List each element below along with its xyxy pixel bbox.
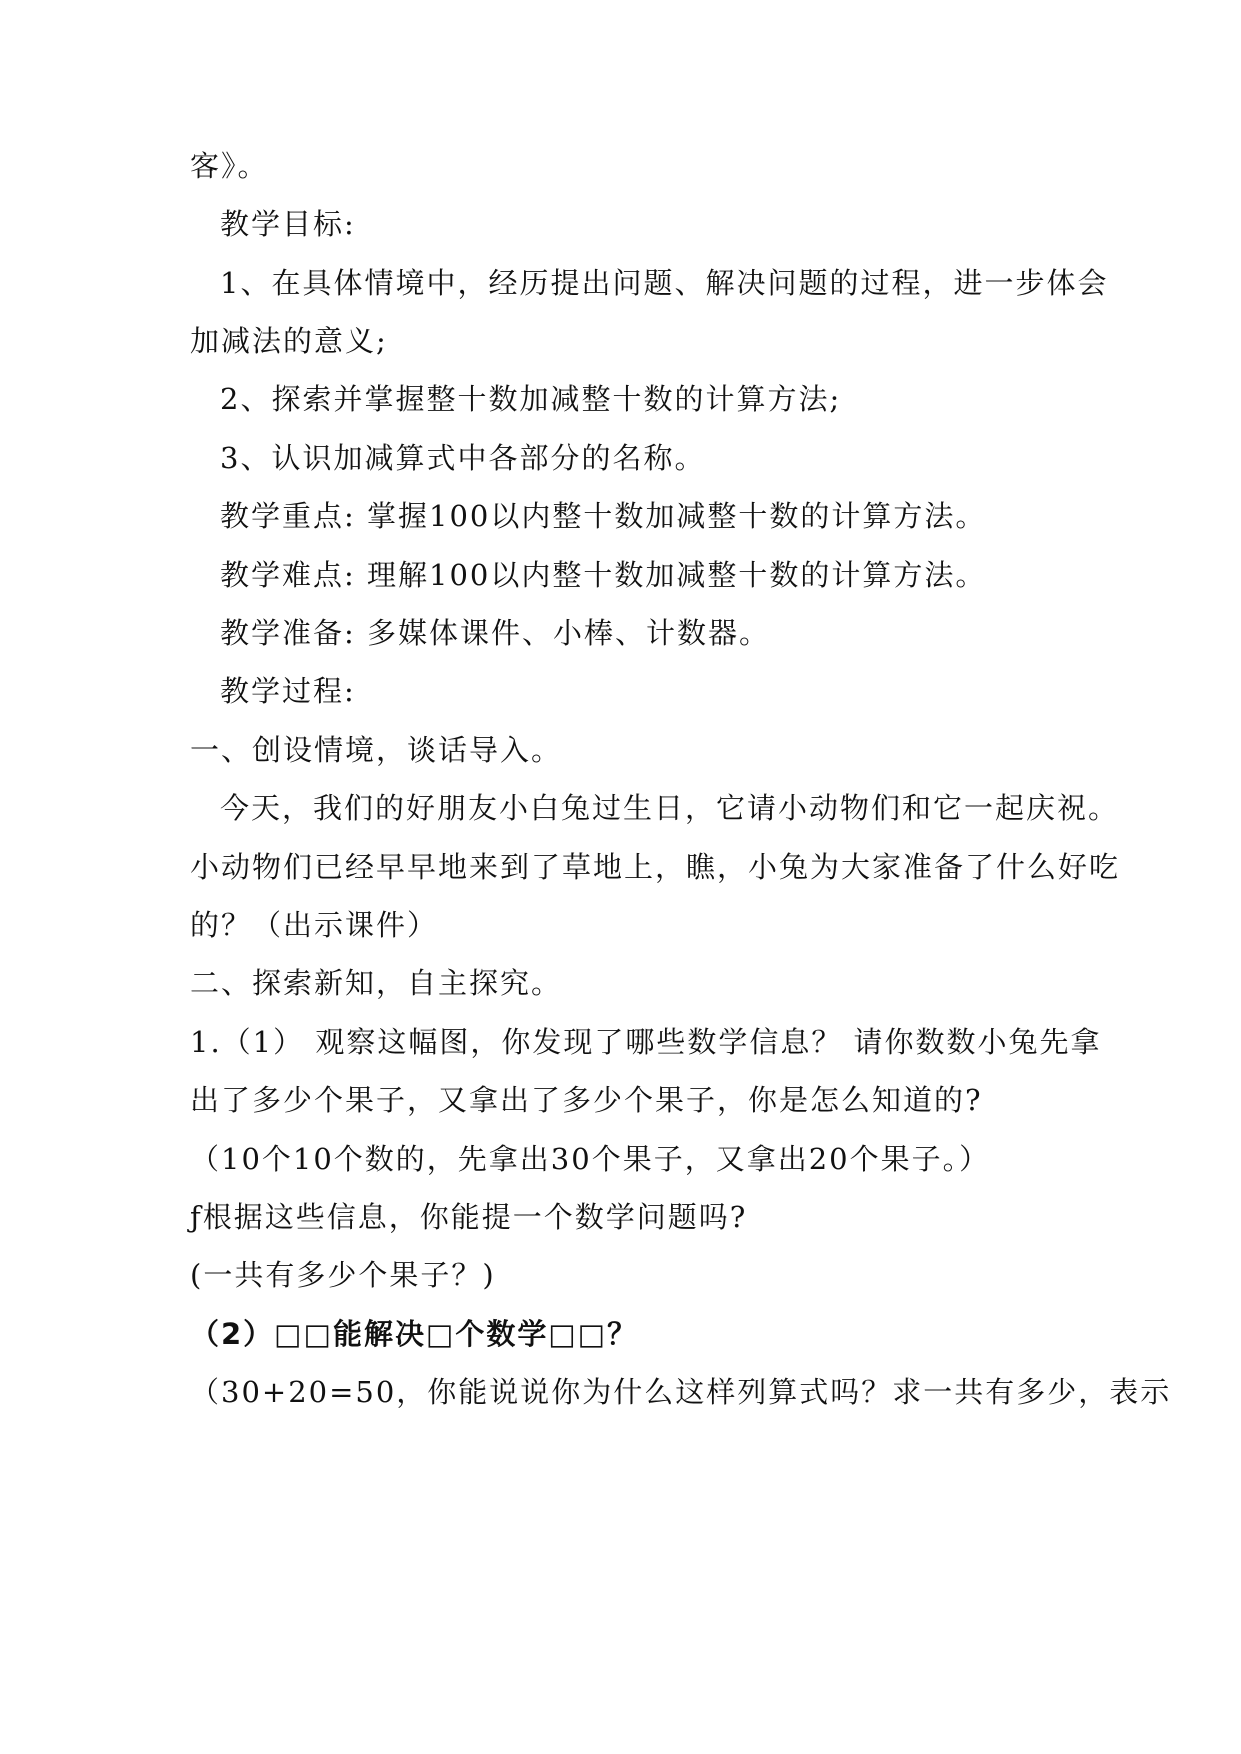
paragraph-line: 今天，我们的好朋友小白兔过生日，它请小动物们和它一起庆祝。 xyxy=(220,791,1120,825)
answer-line: (一共有多少个果子？) xyxy=(190,1258,496,1292)
list-item-objective-3: 3、认识加减算式中各部分的名称。 xyxy=(220,441,706,475)
text-line: 加减法的意义; xyxy=(190,324,388,358)
section-heading-process: 教学过程: xyxy=(220,674,356,708)
paragraph-line: 小动物们已经早早地来到了草地上，瞧，小兔为大家准备了什么好吃 xyxy=(190,850,1121,884)
question-line-bold: （2）□□能解决□个数学□□？ xyxy=(190,1317,639,1351)
section-heading-objectives: 教学目标: xyxy=(220,207,356,241)
teaching-difficulty: 教学难点: 理解100以内整十数加减整十数的计算方法。 xyxy=(220,558,987,592)
list-item-objective-2: 2、探索并掌握整十数加减整十数的计算方法; xyxy=(220,382,842,416)
list-item-objective-1: 1、在具体情境中，经历提出问题、解决问题的过程，进一步体会 xyxy=(220,266,1109,300)
question-line: 出了多少个果子，又拿出了多少个果子，你是怎么知道的? xyxy=(190,1083,983,1117)
answer-line: （30+20=50，你能说说你为什么这样列算式吗？求一共有多少，表示 xyxy=(190,1375,1172,1409)
text-line: 客》。 xyxy=(190,149,269,183)
teaching-preparation: 教学准备: 多媒体课件、小棒、计数器。 xyxy=(220,616,770,650)
section-heading-1: 一、创设情境，谈话导入。 xyxy=(190,733,563,767)
teaching-key-point: 教学重点: 掌握100以内整十数加减整十数的计算方法。 xyxy=(220,499,987,533)
answer-line: （10个10个数的，先拿出30个果子，又拿出20个果子。） xyxy=(190,1142,991,1176)
question-line: 1.（1） 观察这幅图，你发现了哪些数学信息？ 请你数数小兔先拿 xyxy=(190,1025,1102,1059)
section-heading-2: 二、探索新知，自主探究。 xyxy=(190,966,563,1000)
paragraph-line: 的？（出示课件） xyxy=(190,908,439,942)
question-line: ƒ根据这些信息，你能提一个数学问题吗? xyxy=(190,1200,748,1234)
